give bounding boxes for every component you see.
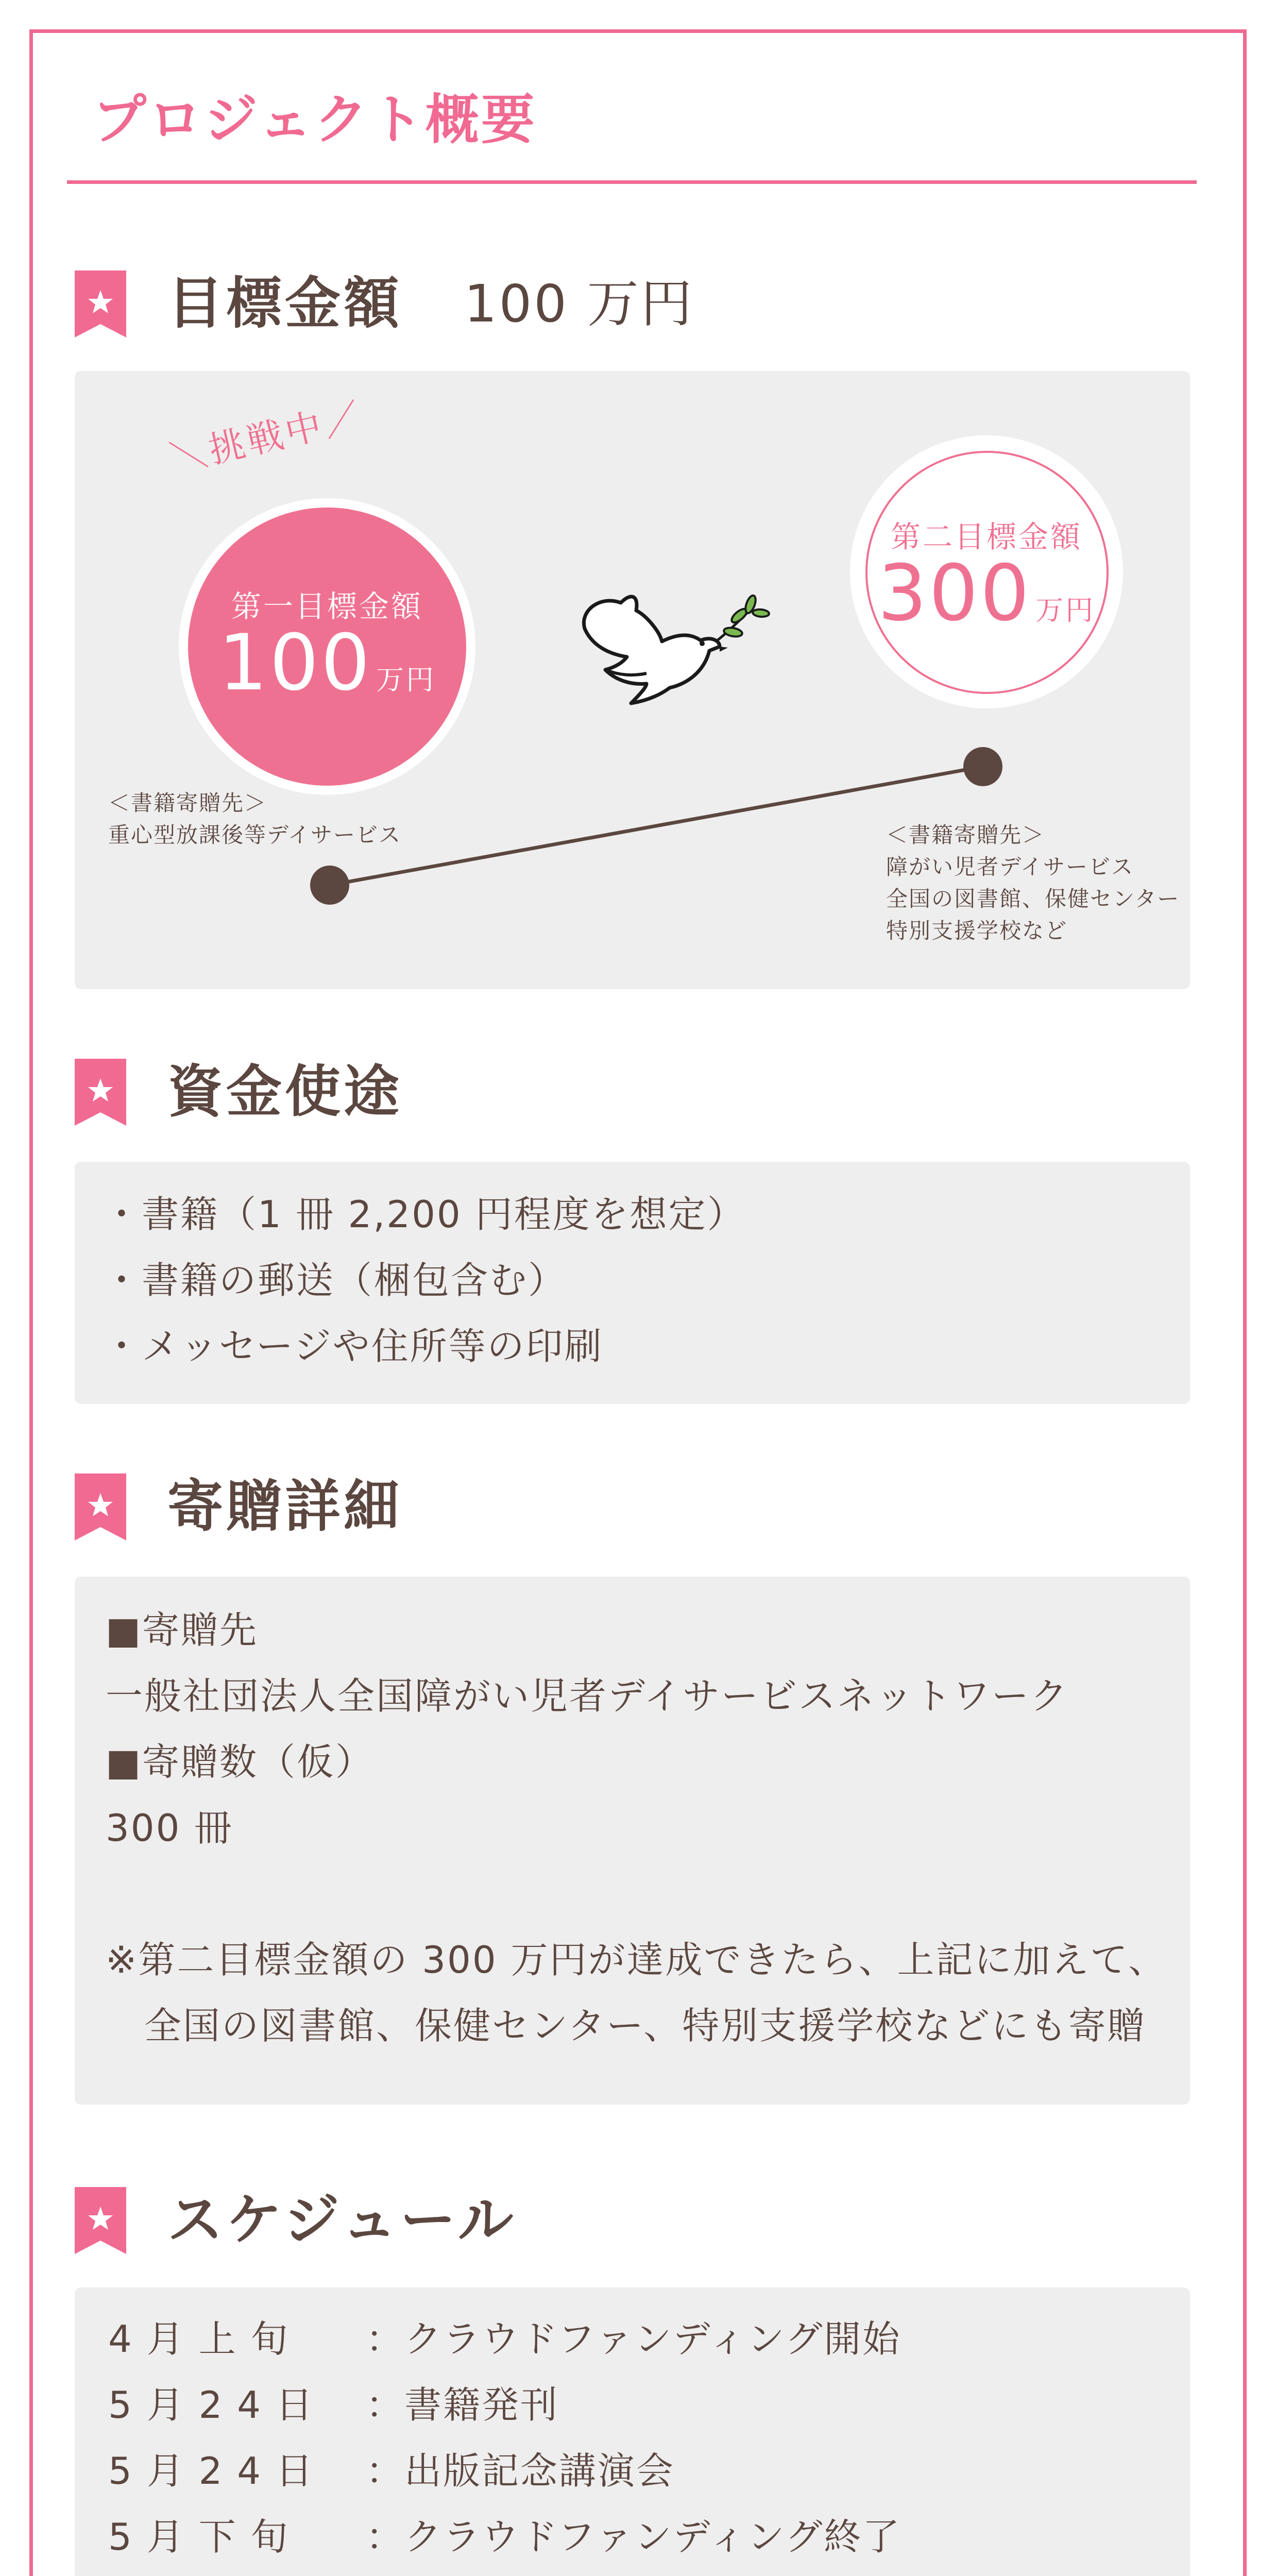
goal-diagram-panel: [75, 371, 1190, 989]
second-destination: [886, 819, 1180, 947]
schedule-event: [366, 2570, 713, 2576]
donation-line: ■寄贈数（仮）: [106, 1740, 375, 1784]
second-goal-caption: 第二目標金額: [890, 519, 1082, 554]
funds-section-header: [75, 1059, 402, 1126]
donation-line: 300 冊: [106, 1806, 233, 1850]
challenge-label: ＼挑戦中／: [166, 395, 367, 481]
funds-panel: [75, 1162, 1190, 1404]
funds-heading: 資金使途: [167, 1060, 403, 1124]
schedule-date: 4 月 上 旬: [108, 2317, 290, 2361]
second-goal-circle: [850, 435, 1123, 708]
schedule-event: ：書籍発刊: [366, 2383, 559, 2427]
funds-item: ・メッセージや住所等の印刷: [103, 1325, 603, 1368]
donation-line: ■寄贈先: [106, 1608, 259, 1652]
star-flag-icon: [75, 1473, 126, 1540]
first-goal-caption: 第一目標金額: [231, 589, 423, 624]
schedule-date: 5 月 下 旬: [108, 2515, 290, 2558]
schedule-date: 5 月 2 4 日: [108, 2383, 314, 2427]
goal-amount: 100 万円: [464, 274, 694, 334]
first-goal-amount: 100: [218, 618, 372, 708]
goal-section-header: [75, 270, 694, 337]
schedule-section-header: [75, 2187, 517, 2254]
second-destination-line: 特別支援学校など: [886, 918, 1068, 943]
second-destination-line: 障がい児者デイサービス: [886, 854, 1134, 879]
star-flag-icon: [75, 2187, 126, 2254]
schedule-event: ：出版記念講演会: [366, 2449, 675, 2493]
donation-line: [106, 1861, 1190, 1927]
donation-heading: 寄贈詳細: [167, 1475, 403, 1539]
schedule-date: [108, 2570, 366, 2576]
second-goal-dot: [963, 747, 1002, 786]
star-flag-icon: [75, 270, 126, 337]
first-destination-label: ＜書籍寄贈先＞: [108, 790, 267, 816]
donation-panel: [75, 1577, 1190, 2105]
schedule-row: [108, 2306, 1190, 2372]
schedule-date: 5 月 2 4 日: [108, 2449, 314, 2493]
star-flag-icon: [75, 1059, 126, 1126]
schedule-event: ：クラウドファンディング開始: [366, 2317, 901, 2361]
schedule-row: [108, 2504, 1190, 2570]
schedule-event: ：クラウドファンディング終了: [366, 2515, 901, 2558]
second-destination-line: 全国の図書館、保健センター: [886, 886, 1180, 911]
schedule-heading: スケジュール: [167, 2188, 517, 2252]
first-goal-circle: [188, 507, 466, 786]
funds-item: ・書籍の郵送（梱包含む）: [103, 1259, 567, 1302]
second-goal-amount: 300: [877, 549, 1032, 638]
first-destination-line: 重心型放課後等デイサービス: [108, 822, 402, 848]
title-underline: [67, 180, 1197, 184]
second-destination-label: ＜書籍寄贈先＞: [886, 822, 1045, 848]
donation-line: ※第二目標金額の 300 万円が達成できたら、上記に加えて、: [106, 1938, 1167, 1981]
donation-line: 全国の図書館、保健センター、特別支援学校などにも寄贈: [106, 2004, 1146, 2047]
funds-item: ・書籍（1 冊 2,200 円程度を想定）: [103, 1193, 746, 1236]
donation-section-header: [75, 1473, 402, 1540]
first-goal-dot: [310, 866, 349, 905]
second-goal-unit: 万円: [1035, 594, 1096, 626]
schedule-row: [108, 2570, 1190, 2576]
donation-line: 一般社団法人全国障がい児者デイサービスネットワーク: [106, 1674, 1069, 1718]
first-destination: [108, 787, 401, 851]
second-goal-amount-wrap: [850, 549, 1123, 638]
first-goal-amount-wrap: [188, 618, 466, 708]
goal-heading: 目標金額: [167, 272, 403, 336]
page-title: プロジェクト概要: [93, 88, 537, 151]
dove-with-olive-branch-icon: [569, 574, 775, 729]
schedule-row: [108, 2372, 1190, 2438]
schedule-row: [108, 2438, 1190, 2504]
first-goal-unit: 万円: [376, 664, 436, 696]
schedule-panel: [75, 2287, 1190, 2576]
